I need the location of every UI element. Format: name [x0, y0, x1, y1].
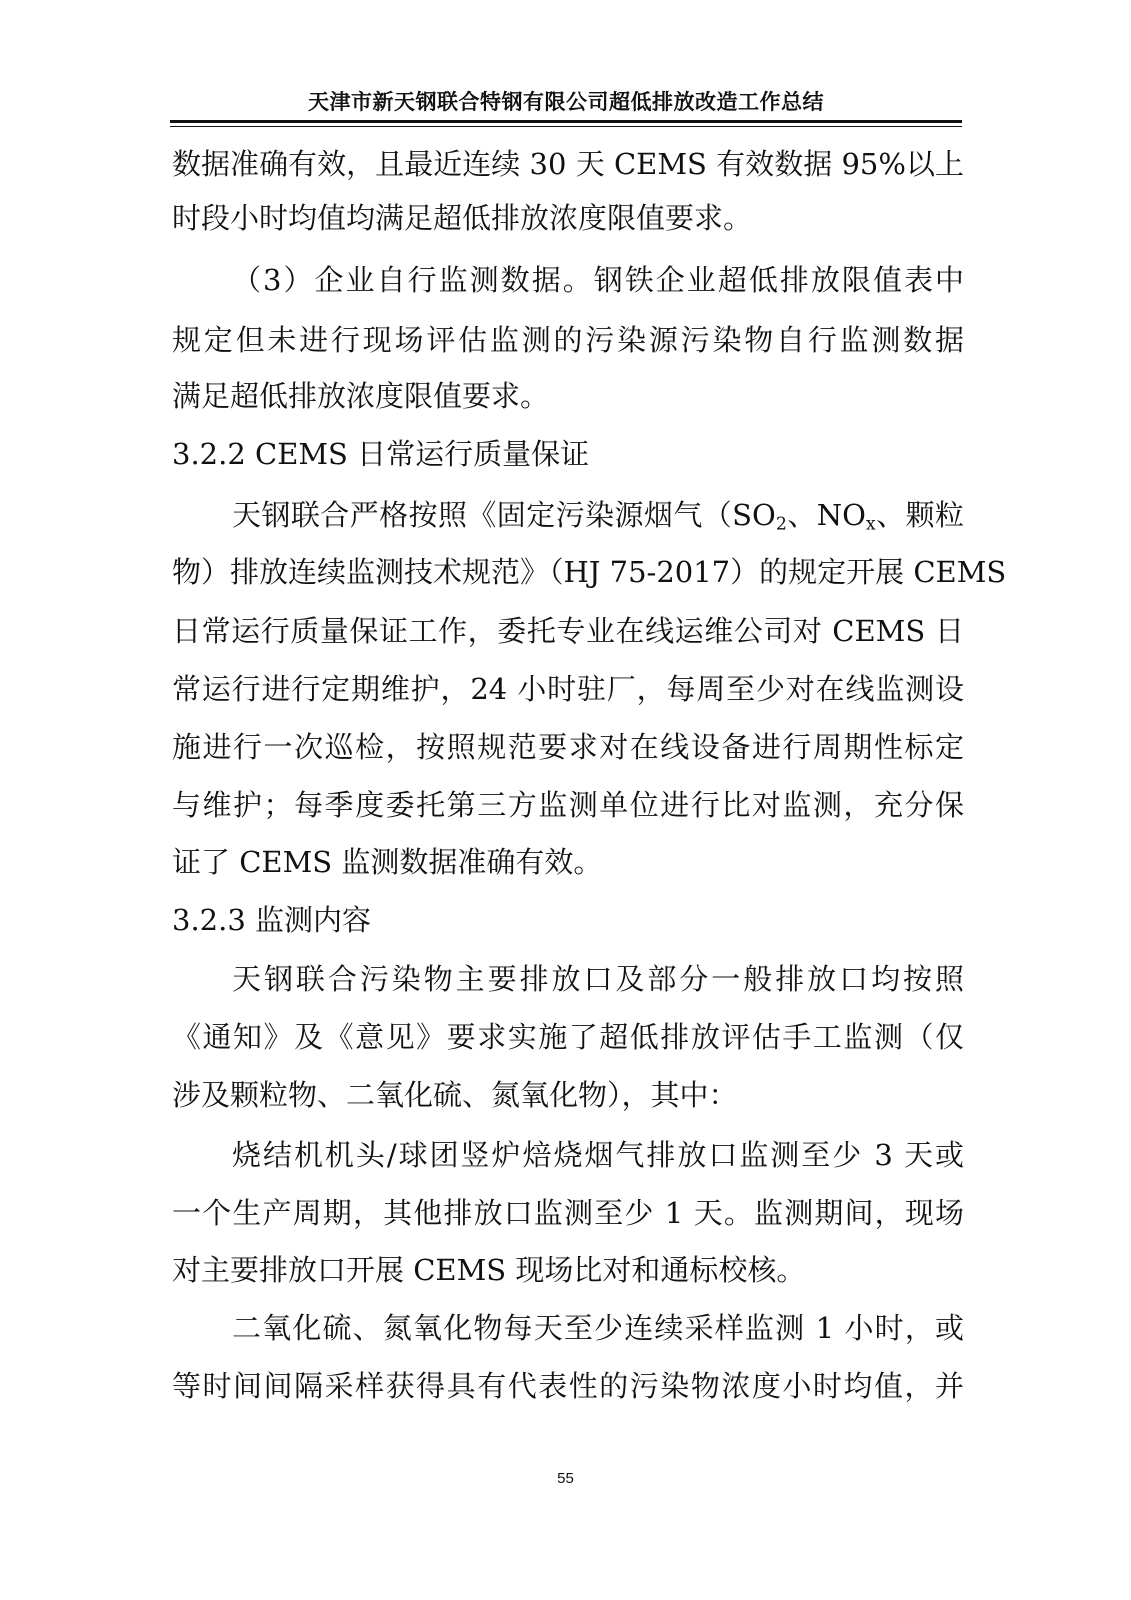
- header-rule-thick: [170, 120, 962, 123]
- text-segment: 、NO: [786, 498, 866, 532]
- text-line: 施进行一次巡检，按照规范要求对在线设备进行周期性标定: [172, 730, 964, 764]
- subscript: 2: [775, 514, 787, 535]
- text-segment: 天钢联合严格按照《固定污染源烟气（SO: [232, 498, 776, 532]
- header-rule-thin: [170, 126, 962, 127]
- page-number: 55: [557, 1470, 574, 1487]
- text-line: 数据准确有效，且最近连续 30 天 CEMS 有效数据 95%以上: [172, 147, 964, 181]
- text-line: 等时间间隔采样获得具有代表性的污染物浓度小时均值，并: [172, 1369, 964, 1403]
- text-line: 规定但未进行现场评估监测的污染源污染物自行监测数据: [172, 323, 964, 357]
- text-line: 一个生产周期，其他排放口监测至少 1 天。监测期间，现场: [172, 1196, 964, 1230]
- text-line: 物）排放连续监测技术规范》（HJ 75-2017）的规定开展 CEMS: [172, 555, 1007, 589]
- text-line: 日常运行质量保证工作，委托专业在线运维公司对 CEMS 日: [172, 614, 964, 648]
- text-segment: 、颗粒: [875, 498, 964, 532]
- section-heading-3-2-2: 3.2.2 CEMS 日常运行质量保证: [172, 437, 590, 471]
- header-title: 天津市新天钢联合特钢有限公司超低排放改造工作总结: [308, 90, 824, 114]
- text-line: 时段小时均值均满足超低排放浓度限值要求。: [172, 201, 753, 235]
- subscript: x: [865, 514, 876, 535]
- text-line: 《通知》及《意见》要求实施了超低排放评估手工监测（仅: [172, 1020, 964, 1054]
- section-heading-3-2-3: 3.2.3 监测内容: [172, 903, 372, 937]
- text-line: 满足超低排放浓度限值要求。: [172, 379, 550, 413]
- text-line: [232, 495, 964, 535]
- text-line: 常运行进行定期维护，24 小时驻厂，每周至少对在线监测设: [172, 672, 964, 706]
- text-line: 涉及颗粒物、二氧化硫、氮氧化物），其中：: [172, 1078, 738, 1112]
- text-line: 烧结机机头/球团竖炉焙烧烟气排放口监测至少 3 天或: [232, 1138, 964, 1172]
- text-line: 对主要排放口开展 CEMS 现场比对和通标校核。: [172, 1253, 806, 1287]
- text-line: 证了 CEMS 监测数据准确有效。: [172, 845, 603, 879]
- text-line: 天钢联合污染物主要排放口及部分一般排放口均按照: [232, 962, 964, 996]
- text-line: （3）企业自行监测数据。钢铁企业超低排放限值表中: [232, 263, 964, 297]
- text-line: 二氧化硫、氮氧化物每天至少连续采样监测 1 小时，或: [232, 1311, 964, 1345]
- text-line: 与维护；每季度委托第三方监测单位进行比对监测，充分保: [172, 788, 964, 822]
